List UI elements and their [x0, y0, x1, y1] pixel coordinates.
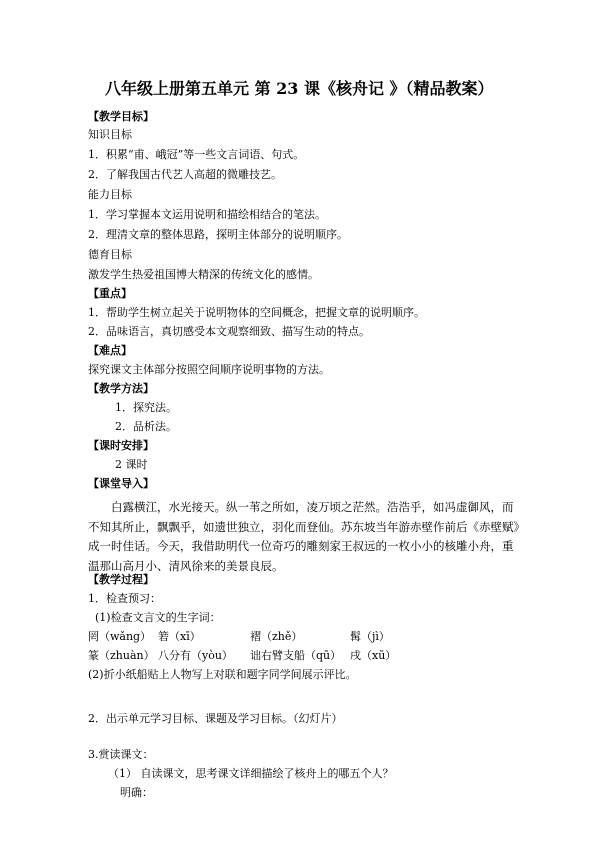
- vocab-item: 篆（zhuàn）: [88, 649, 155, 662]
- subheading-ability: 能力目标: [88, 188, 132, 201]
- process-step-3-answer: 明确：: [120, 786, 153, 799]
- document-title: 八年级上册第五单元 第 23 课《核舟记 》（精品教案）: [105, 79, 494, 98]
- vocab-item: 箬（xī）: [158, 630, 201, 643]
- subheading-moral: 德育目标: [88, 248, 132, 261]
- section-heading-key-points: 【重点】: [88, 287, 132, 300]
- vocab-item: 褶（zhě）: [250, 630, 303, 643]
- list-item: 1．探究法。: [115, 401, 177, 414]
- process-step-2: 2．出示单元学习目标、课题及学习目标。（幻灯片）: [88, 712, 343, 725]
- section-heading-methods: 【教学方法】: [88, 382, 154, 395]
- list-item: 2．理清文章的整体思路，探明主体部分的说明顺序。: [88, 228, 348, 241]
- section-heading-objectives: 【教学目标】: [88, 110, 154, 123]
- vocab-item: 罔（wǎng）: [88, 630, 152, 643]
- process-step-3: 3.赏读课文：: [88, 748, 154, 761]
- intro-paragraph: 白露横江，水光接天。纵一苇之所如，凌万顷之茫然。浩浩乎，如冯虚御风，而不知其所止，飘飘乎，如遗世独立，羽化而登仙。苏东坡当年游赤壁作前后《赤壁赋》成一时佳话。今天，我借助明代一位奇巧的雕刻家王叔远的一枚小小的核雕小舟，重温那山高月小、清风徐来的美景良辰。: [88, 500, 520, 573]
- vocab-item: 戌（xū）: [350, 649, 397, 662]
- section-heading-intro: 【课堂导入】: [88, 477, 154, 490]
- moral-text: 激发学生热爱祖国博大精深的传统文化的感情。: [88, 268, 319, 281]
- vocab-item: 髯（jì）: [350, 630, 390, 643]
- schedule-text: 2 课时: [115, 458, 148, 471]
- list-item: 1．帮助学生树立起关于说明物体的空间概念，把握文章的说明顺序。: [88, 306, 425, 319]
- list-item: 1．学习掌握本文运用说明和描绘相结合的笔法。: [88, 208, 326, 221]
- difficulties-text: 探究课文主体部分按照空间顺序说明事物的方法。: [88, 363, 330, 376]
- list-item: 2．了解我国古代艺人高超的微雕技艺。: [88, 168, 282, 181]
- list-item: 1．积累“甫、峨冠”等一些文言词语、句式。: [88, 148, 305, 161]
- list-item: 2．品味语言，真切感受本文观察细致、描写生动的特点。: [88, 325, 370, 338]
- section-heading-difficulties: 【难点】: [88, 344, 132, 357]
- process-step-1-sub-1: (1)检查文言文的生字词：: [95, 611, 221, 624]
- vocab-row: [88, 630, 390, 644]
- list-item: 2．品析法。: [115, 420, 177, 433]
- vocab-row: [88, 649, 396, 663]
- process-step-3-sub-1: （1） 自读课文，思考课文详细描绘了核舟上的哪五个人？: [108, 767, 394, 780]
- process-step-1: 1．检查预习：: [88, 592, 161, 605]
- vocab-item: 八分有（yòu）: [158, 649, 233, 662]
- section-heading-schedule: 【课时安排】: [88, 439, 154, 452]
- section-heading-process: 【教学过程】: [88, 573, 154, 586]
- subheading-knowledge: 知识目标: [88, 128, 132, 141]
- vocab-item: 诎右臂支船（qū）: [250, 649, 342, 662]
- process-step-1-sub-2: (2)折小纸船贴上人物写上对联和题字同学间展示评比。: [88, 668, 357, 681]
